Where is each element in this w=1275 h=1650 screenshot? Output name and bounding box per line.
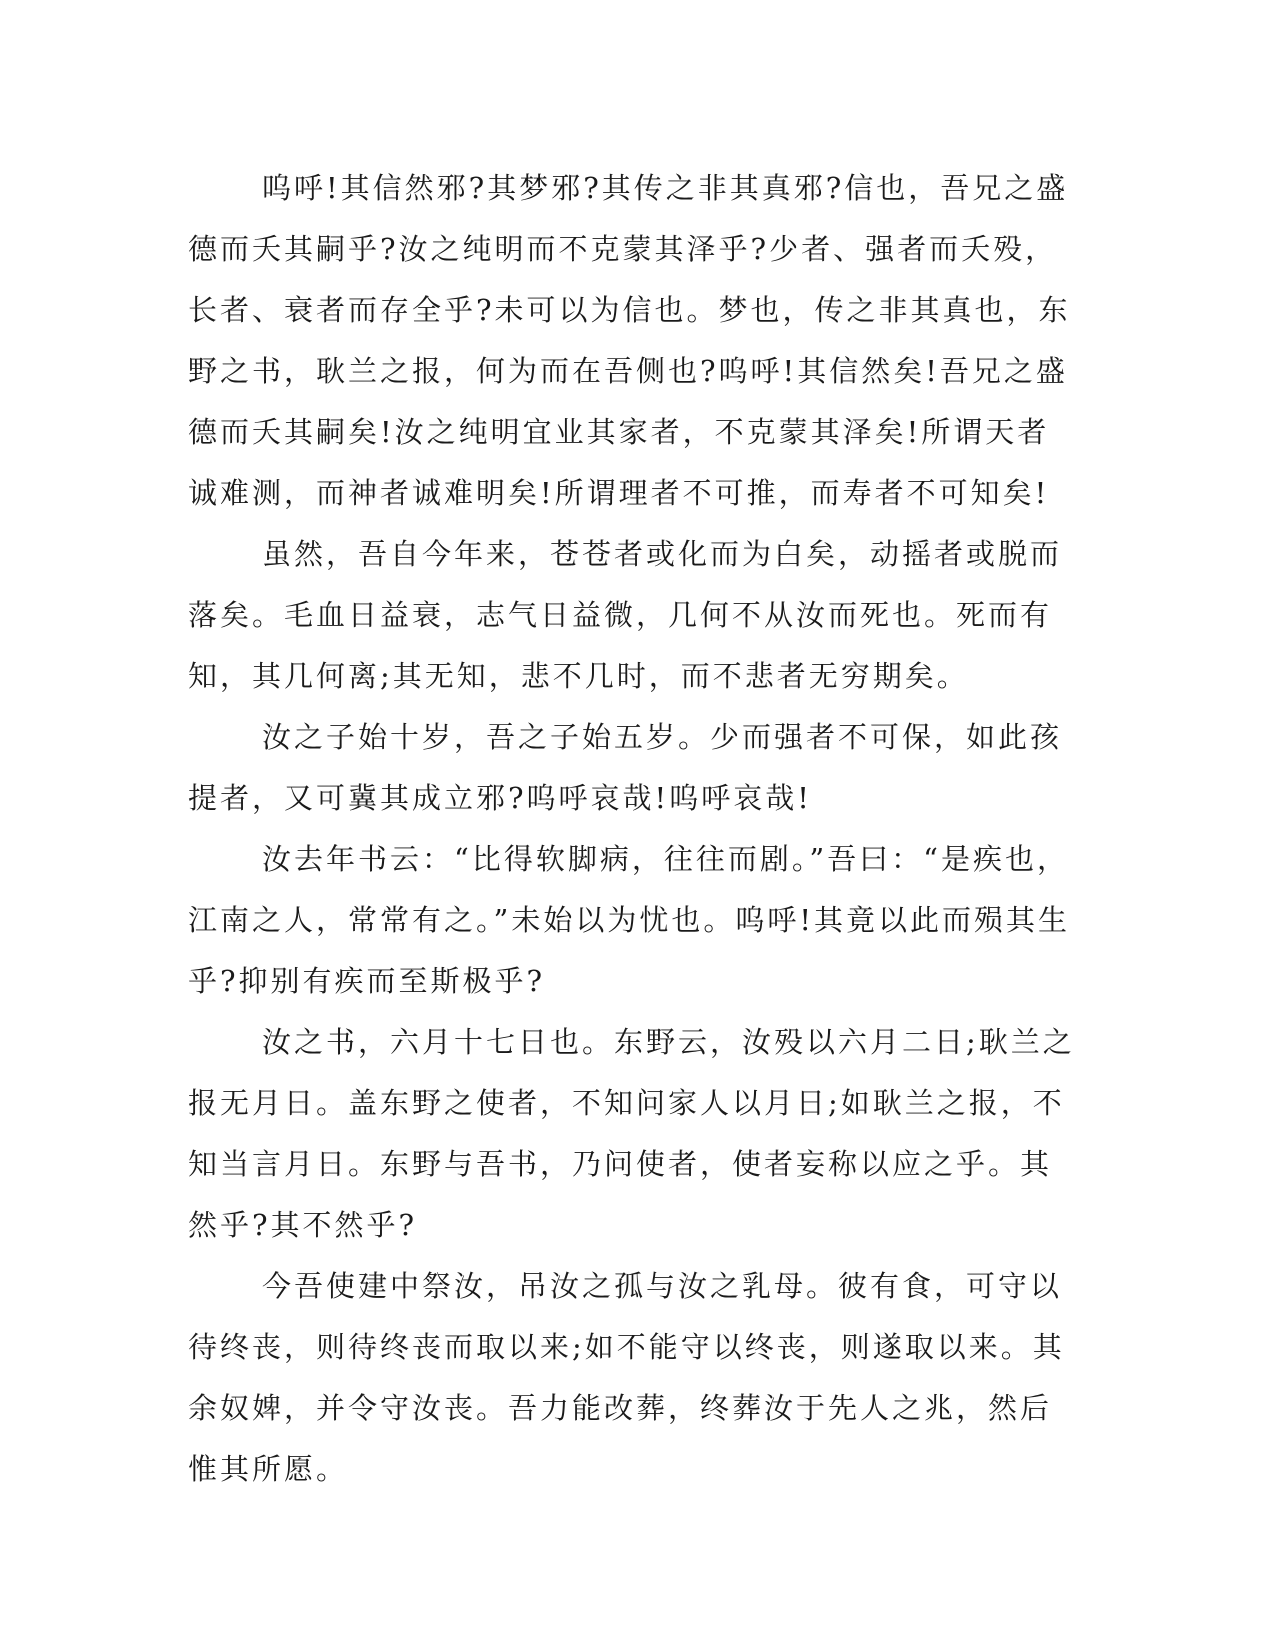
body-text <box>188 158 1078 1500</box>
paragraph-4: 汝去年书云：“比得软脚病，往往而剧。”吾曰：“是疾也，江南之人，常常有之。”未始以为忧也。呜呼!其竟以此而殒其生乎?抑别有疾而至斯极乎? <box>188 842 1070 998</box>
paragraph-3: 汝之子始十岁，吾之子始五岁。少而强者不可保，如此孩提者，又可冀其成立邪?呜呼哀哉!呜呼哀哉! <box>188 720 1063 815</box>
paragraph-5: 汝之书，六月十七日也。东野云，汝殁以六月二日;耿兰之报无月日。盖东野之使者，不知问家人以月日;如耿兰之报，不知当言月日。东野与吾书，乃问使者，使者妄称以应之乎。其然乎?其不然乎? <box>188 1025 1075 1242</box>
paragraph-6: 今吾使建中祭汝，吊汝之孤与汝之乳母。彼有食，可守以待终丧，则待终丧而取以来;如不能守以终丧，则遂取以来。其余奴婢，并令守汝丧。吾力能改葬，终葬汝于先人之兆，然后惟其所愿。 <box>188 1269 1065 1486</box>
paragraph-2: 虽然，吾自今年来，苍苍者或化而为白矣，动摇者或脱而落矣。毛血日益衰，志气日益微，几何不从汝而死也。死而有知，其几何离;其无知，悲不几时，而不悲者无穷期矣。 <box>188 537 1063 693</box>
paragraph-1: 呜呼!其信然邪?其梦邪?其传之非其真邪?信也，吾兄之盛德而夭其嗣乎?汝之纯明而不克蒙其泽乎?少者、强者而夭殁，长者、衰者而存全乎?未可以为信也。梦也，传之非其真也，东野之书，耿兰之报，何为而在吾侧也?呜呼!其信然矣!吾兄之盛德而夭其嗣矣!汝之纯明宜业其家者，不克蒙其泽矣!所谓天者诚难测，而神者诚难明矣!所谓理者不可推，而寿者不可知矣! <box>188 171 1071 510</box>
